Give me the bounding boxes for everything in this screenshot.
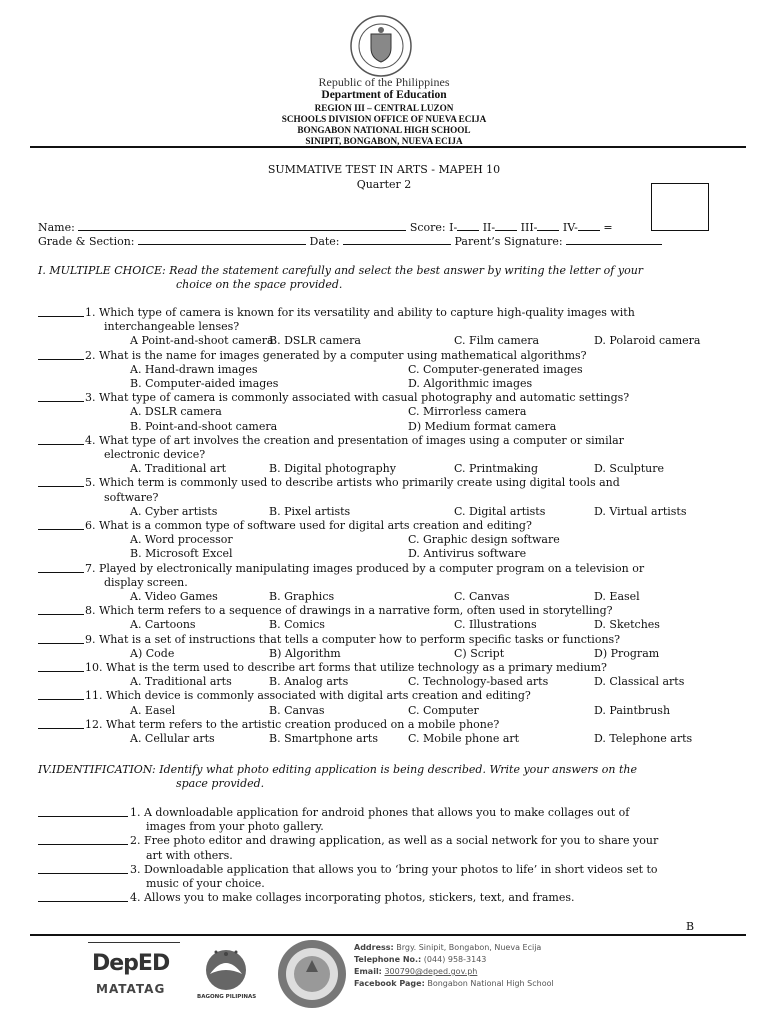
date-label: Date: (309, 235, 340, 248)
header-region: REGION III – CENTRAL LUZON (314, 103, 454, 113)
footer-facebook: Facebook Page: Bongabon National High School (354, 979, 554, 988)
part4-instruction: IV.IDENTIFICATION: Identify what photo editing application is being described. Write your answers on the (38, 763, 637, 776)
question-text: interchangeable lenses? (104, 320, 240, 333)
choice-b: B. Computer-aided images (130, 377, 279, 390)
answer-blank[interactable] (38, 307, 84, 317)
question-text: 8. Which term refers to a sequence of drawings in a narrative form, often used in storytelling? (85, 604, 613, 617)
school-seal-logo (276, 938, 348, 1010)
bagong-pilipinas-label: BAGONG PILIPINAS (197, 994, 257, 1000)
choice-b: B) Algorithm (269, 647, 341, 660)
choice-d: D. Virtual artists (594, 505, 687, 518)
answer-blank[interactable] (38, 662, 84, 672)
question-text: 7. Played by electronically manipulating images produced by a computer program on a television or (85, 562, 645, 575)
choice-a: A. Cellular arts (130, 732, 215, 745)
choice-a: A. DSLR camera (130, 405, 222, 418)
test-title: SUMMATIVE TEST IN ARTS - MAPEH 10 (267, 163, 501, 176)
identification-blank[interactable] (38, 864, 128, 874)
choice-a: A. Word processor (130, 533, 233, 546)
score-ii-field[interactable] (495, 221, 517, 231)
score-iv-label: IV- (562, 221, 578, 234)
choice-d: D. Paintbrush (594, 704, 671, 717)
answer-blank[interactable] (38, 350, 84, 360)
choice-a: A) Code (130, 647, 175, 660)
choice-c: C. Mobile phone art (408, 732, 520, 745)
grade-row (38, 235, 662, 247)
choice-d: D. Sketches (594, 618, 660, 631)
set-letter: B (686, 920, 695, 933)
answer-blank[interactable] (38, 690, 84, 700)
choice-d: D. Antivirus software (408, 547, 527, 560)
part1-instruction: I. MULTIPLE CHOICE: Read the statement carefully and select the best answer by writing the letter of your (38, 264, 644, 277)
choice-c: C. Illustrations (454, 618, 537, 631)
choice-a: A Point-and-shoot camera (130, 334, 274, 347)
choice-b: B. DSLR camera (269, 334, 361, 347)
choice-c: C. Film camera (454, 334, 540, 347)
choice-c: C. Technology-based arts (408, 675, 549, 688)
identification-text: 1. A downloadable application for android phones that allows you to make collages out of (130, 806, 630, 819)
answer-blank[interactable] (38, 520, 84, 530)
header-school: BONGABON NATIONAL HIGH SCHOOL (297, 125, 471, 135)
grade-label: Grade & Section: (38, 235, 135, 248)
question-text: 12. What term refers to the artistic creation produced on a mobile phone? (85, 718, 500, 731)
question-text: 11. Which device is commonly associated with digital arts creation and editing? (85, 689, 531, 702)
footer-address: Address: Brgy. Sinipit, Bongabon, Nueva Ecija (354, 943, 542, 952)
bagong-pilipinas-logo (196, 944, 256, 992)
identification-text: art with others. (146, 849, 233, 862)
identification-blank[interactable] (38, 892, 128, 902)
identification-text: images from your photo gallery. (146, 820, 324, 833)
question-text: 10. What is the term used to describe art forms that utilize technology as a primary medium? (85, 661, 607, 674)
header-department: Department of Education (321, 89, 447, 101)
header-location: SINIPIT, BONGABON, NUEVA ECIJA (305, 136, 463, 146)
email-link[interactable]: 300790@deped.gov.ph (384, 967, 478, 976)
date-field[interactable] (343, 235, 451, 245)
identification-blank[interactable] (38, 807, 128, 817)
header-republic: Republic of the Philippines (318, 75, 450, 89)
choice-b: B. Microsoft Excel (130, 547, 233, 560)
answer-blank[interactable] (38, 477, 84, 487)
choice-b: B. Pixel artists (269, 505, 351, 518)
part4-instruction-cont: space provided. (176, 777, 265, 790)
choice-c: C. Printmaking (454, 462, 538, 475)
deped-logo: DepED (92, 951, 170, 976)
answer-blank[interactable] (38, 435, 84, 445)
choice-c: C. Digital artists (454, 505, 546, 518)
header-division: SCHOOLS DIVISION OFFICE OF NUEVA ECIJA (281, 114, 487, 124)
choice-a: A. Traditional art (130, 462, 227, 475)
choice-c: C. Canvas (454, 590, 510, 603)
question-text: 1. Which type of camera is known for its versatility and ability to capture high-quality images with (85, 306, 635, 319)
choice-c: C. Mirrorless camera (408, 405, 527, 418)
deped-seal-logo (341, 14, 421, 78)
footer-phone: Telephone No.: (044) 958-3143 (354, 955, 487, 964)
choice-d: D. Easel (594, 590, 640, 603)
answer-blank[interactable] (38, 634, 84, 644)
choice-a: A. Hand-drawn images (130, 363, 258, 376)
choice-d: D. Algorithmic images (408, 377, 533, 390)
identification-text: 2. Free photo editor and drawing application, as well as a social network for you to share your (130, 834, 659, 847)
footer-email: Email: 300790@deped.gov.ph (354, 967, 478, 976)
question-text: 4. What type of art involves the creation and presentation of images using a computer or similar (85, 434, 624, 447)
score-iii-field[interactable] (537, 221, 559, 231)
choice-a: A. Easel (130, 704, 176, 717)
question-text: 2. What is the name for images generated by a computer using mathematical algorithms? (85, 349, 587, 362)
score-iv-field[interactable] (578, 221, 600, 231)
score-ii-label: II- (482, 221, 496, 234)
choice-c: C) Script (454, 647, 505, 660)
name-label: Name: (38, 221, 75, 234)
choice-a: A. Cartoons (130, 618, 196, 631)
choice-b: B. Digital photography (269, 462, 396, 475)
answer-blank[interactable] (38, 719, 84, 729)
choice-b: B. Point-and-shoot camera (130, 420, 278, 433)
footer-divider (30, 934, 746, 936)
question-text: software? (104, 491, 159, 504)
score-label: Score: I- (409, 221, 458, 234)
choice-b: B. Analog arts (269, 675, 349, 688)
choice-c: C. Computer (408, 704, 479, 717)
choice-b: B. Comics (269, 618, 325, 631)
choice-b: B. Smartphone arts (269, 732, 379, 745)
test-quarter: Quarter 2 (356, 178, 412, 191)
choice-a: A. Video Games (130, 590, 218, 603)
choice-a: A. Cyber artists (130, 505, 218, 518)
question-text: 6. What is a common type of software used for digital arts creation and editing? (85, 519, 532, 532)
matatag-logo: MATATAG (96, 982, 166, 996)
name-row (38, 221, 613, 233)
score-box[interactable] (651, 183, 709, 231)
grade-field[interactable] (138, 235, 306, 245)
question-text: 9. What is a set of instructions that tells a computer how to perform specific tasks or functions? (85, 633, 621, 646)
question-text: display screen. (104, 576, 188, 589)
identification-text: music of your choice. (146, 877, 265, 890)
name-field[interactable] (78, 221, 406, 231)
choice-c: C. Computer-generated images (408, 363, 583, 376)
identification-blank[interactable] (38, 835, 128, 845)
identification-text: 4. Allows you to make collages incorporating photos, stickers, text, and frames. (130, 891, 575, 904)
answer-blank[interactable] (38, 563, 84, 573)
choice-d: D. Polaroid camera (594, 334, 701, 347)
header-divider (30, 146, 746, 148)
choice-a: A. Traditional arts (130, 675, 232, 688)
choice-d: D. Telephone arts (594, 732, 693, 745)
answer-blank[interactable] (38, 605, 84, 615)
deped-logo-rule (88, 942, 180, 943)
score-iii-label: III- (520, 221, 538, 234)
choice-d: D) Medium format camera (408, 420, 557, 433)
question-text: electronic device? (104, 448, 206, 461)
answer-blank[interactable] (38, 392, 84, 402)
parent-label: Parent’s Signature: (454, 235, 563, 248)
identification-text: 3. Downloadable application that allows you to ‘bring your photos to life’ in short videos set to (130, 863, 658, 876)
choice-c: C. Graphic design software (408, 533, 560, 546)
part1-instruction-cont: choice on the space provided. (176, 278, 343, 291)
question-text: 5. Which term is commonly used to describe artists who primarily create using digital tools and (85, 476, 620, 489)
choice-d: D. Sculpture (594, 462, 665, 475)
choice-b: B. Graphics (269, 590, 335, 603)
choice-b: B. Canvas (269, 704, 325, 717)
question-text: 3. What type of camera is commonly associated with casual photography and automatic settings? (85, 391, 630, 404)
choice-d: D. Classical arts (594, 675, 685, 688)
score-i-field[interactable] (457, 221, 479, 231)
choice-d: D) Program (594, 647, 660, 660)
score-total-label: = (603, 221, 613, 234)
parent-field[interactable] (566, 235, 662, 245)
